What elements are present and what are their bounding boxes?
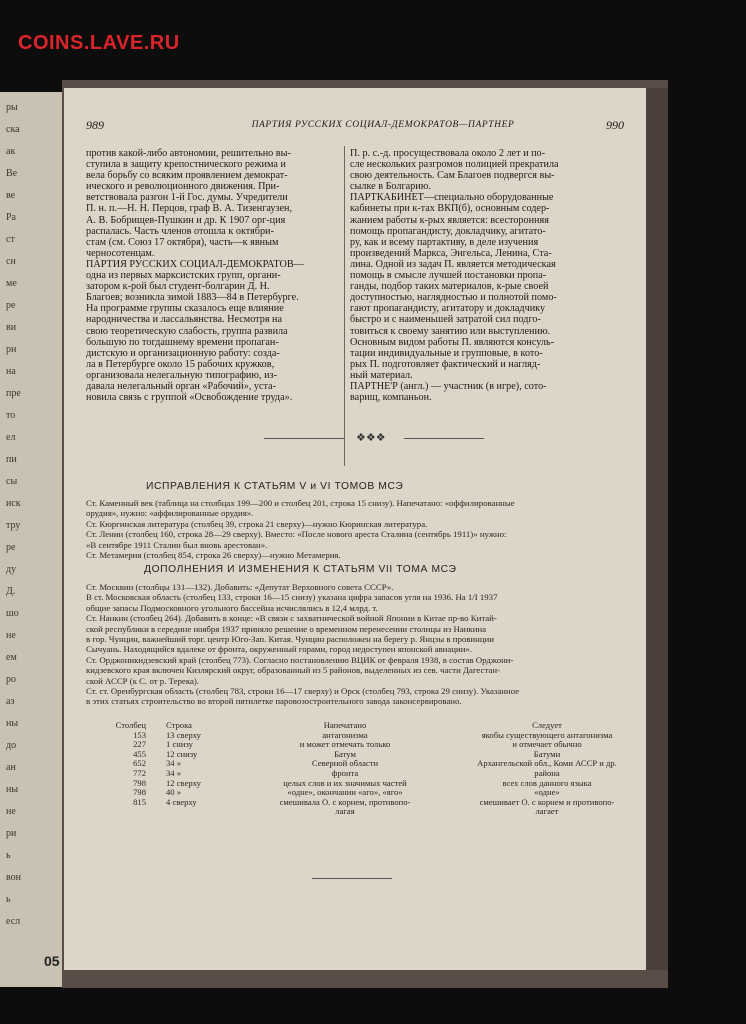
column-header: Столбец xyxy=(115,720,146,730)
table-cell: всех слов данного языка xyxy=(502,777,592,788)
text-line: кабинеты при к-тах ВКП(б), основным содер- xyxy=(350,203,550,215)
additions-text xyxy=(86,582,519,707)
text-line: большую по тогдашнему времени пропаган- xyxy=(86,336,279,348)
left-page-number: 989 xyxy=(86,118,104,132)
table-cell: лагая xyxy=(335,806,355,817)
text-line: затором к-рой был студент-болгарин Д. Н. xyxy=(86,281,270,293)
table-cell: 34 » xyxy=(166,758,182,769)
note-line: Ст. ст. Оренбургская область (столбец 783, строки 16—17 сверху) и Орск (столбец 793, строка 29 снизу). Указанное xyxy=(86,686,520,697)
spine-text-fragment: пре xyxy=(6,388,21,399)
table-cell: якобы существующего антагонизма xyxy=(481,729,613,740)
spine-text-fragment: ри xyxy=(6,828,17,839)
text-line: быстро и с наименьшей затратой сил подго- xyxy=(350,314,541,326)
table-cell: Северной области xyxy=(311,758,379,769)
spine-text-fragment: ан xyxy=(6,762,16,773)
spine-text-fragment: ве xyxy=(6,190,16,201)
text-line: П. н. п.—Н. Н. Перцов, граф В. А. Тизенгаузен, xyxy=(86,203,293,215)
spine-text-fragment: вон xyxy=(6,872,22,883)
spine-text-fragment: ак xyxy=(6,146,16,157)
text-line: жанием работы к-рых является: всесторонняя xyxy=(350,214,549,226)
table-cell: района xyxy=(534,767,560,778)
text-line: товиться к своему занятию или выступлению. xyxy=(350,325,551,337)
note-line: в гор. Чунцин, важнейший торг. центр Юго-Зап. Китая. Чунцин расположен на берегу р. Янцзы в провинции xyxy=(86,634,494,645)
column-divider xyxy=(344,146,345,466)
spine-text-fragment: ду xyxy=(6,564,17,575)
note-line: В ст. Московская область (столбец 133, строки 16—15 снизу) указана цифра запасов угля на 1936. На 1/I 1937 xyxy=(86,592,498,603)
note-line: Ст. Орджоникидзевский край (столбец 773). Согласно постановлению ВЦИК от февраля 1938, в состав Орджони- xyxy=(86,654,514,665)
ornament-glyph: ❖❖❖ xyxy=(356,432,386,444)
text-line: А. В. Бобрищев-Пушкин и др. К 1907 орг-ция xyxy=(86,214,286,226)
spine-text-fragment: на xyxy=(6,366,16,377)
spine-text-fragment: ны xyxy=(6,718,19,729)
table-cell: 40 » xyxy=(166,787,182,798)
spine-text-fragment: ь xyxy=(6,850,11,861)
text-line: ступила в защиту крепостнического режима и xyxy=(86,159,286,171)
text-line: дистскую и организационную работу: созда- xyxy=(86,347,280,359)
table-cell: 153 xyxy=(133,729,146,740)
text-line: свою теоретическую слабость, группа развила xyxy=(86,325,288,337)
watermark-text: COINS.LAVE.RU xyxy=(18,32,180,54)
text-line: против какой-либо автономии, решительно вы- xyxy=(86,148,291,159)
running-header xyxy=(86,118,630,134)
spine-text-fragment: ем xyxy=(6,652,17,663)
book-page xyxy=(64,88,646,970)
note-line: Ст. Ленин (столбец 160, строка 28—29 сверху). Вместо: «После нового ареста Сталина (сентябрь 1911)» нужно: xyxy=(86,529,507,540)
text-line: свою деятельность. Сам Благоев подвергся вы- xyxy=(350,170,555,182)
spine-text-fragment: ро xyxy=(6,674,16,685)
spine-text-fragment: ры xyxy=(6,102,18,113)
table-cell: и может отмечать только xyxy=(299,739,391,750)
table-cell: целых слов и их значимых частей xyxy=(283,777,407,788)
right-text-column xyxy=(350,148,608,403)
table-cell: 1 снизу xyxy=(166,739,193,750)
text-line: ического и революционного движения. При- xyxy=(86,181,280,193)
table-cell: 34 » xyxy=(166,767,182,778)
spine-text-fragment: аз xyxy=(6,696,15,707)
additions-heading: ДОПОЛНЕНИЯ И ИЗМЕНЕНИЯ К СТАТЬЯМ VII ТОМА МСЭ xyxy=(144,564,457,575)
book-side-edge xyxy=(646,88,668,970)
text-line: сылке в Болгарию. xyxy=(350,181,431,193)
table-cell: «одне» xyxy=(534,787,560,798)
text-line: распалась. Часть членов отошла к октябри- xyxy=(86,225,274,237)
column-header: Строка xyxy=(166,720,192,730)
text-line: ПАРТИЯ РУССКИХ СОЦИАЛ-ДЕМОКРАТОВ— xyxy=(86,258,304,270)
left-text-column xyxy=(86,148,344,403)
spine-text-fragment: пи xyxy=(6,454,17,465)
text-line: черносотенцам. xyxy=(86,247,155,259)
table-cell: фронта xyxy=(331,767,359,778)
spine-text-fragment: шо xyxy=(6,608,19,619)
table-cell: антагонизма xyxy=(322,729,368,740)
text-line: помощь пропагандисту, докладчику, агитато- xyxy=(350,225,546,237)
text-line: рых П. подготовляет фактический и нагляд- xyxy=(350,358,541,370)
spine-text-fragment: рн xyxy=(6,344,17,355)
text-line: организовала нелегальную типографию, из- xyxy=(86,369,277,381)
note-line: общие запасы Подмосковного угольного бассейна исчислялись в 12,4 млрд. т. xyxy=(86,602,378,613)
left-page-spine xyxy=(0,92,62,987)
text-line: ла в Петербурге около 15 рабочих кружков, xyxy=(86,358,275,370)
spine-text-fragment: иск xyxy=(6,498,21,509)
table-cell: Батуми xyxy=(533,748,561,759)
text-line: ПАРТНЕ'Р (англ.) — участник (в игре), сото- xyxy=(350,380,547,392)
table-cell: 12 снизу xyxy=(166,748,198,759)
corrections-heading: ИСПРАВЛЕНИЯ К СТАТЬЯМ V и VI ТОМОВ МСЭ xyxy=(146,481,404,492)
spine-text-fragment: ви xyxy=(6,322,17,333)
text-line: На программе группы сказалось еще влияние xyxy=(86,303,284,315)
text-line: произведений Маркса, Энгельса, Ленина, Ста- xyxy=(350,247,552,259)
spine-text-fragment: ст xyxy=(6,234,15,245)
table-cell: 227 xyxy=(133,739,146,750)
text-line: ный материал. xyxy=(350,369,413,381)
bottom-rule xyxy=(312,878,392,879)
text-line: П. р. с.-д. просуществовала около 2 лет и по- xyxy=(350,148,546,159)
table-cell: лагает xyxy=(535,806,559,817)
note-line: Ст. Кюргинская литература (столбец 39, строка 21 сверху)—нужно Кюринская литература. xyxy=(86,518,428,529)
note-line: Ст. Нанкин (столбец 264). Добавить в конце: «В связи с захватнической войной Японии в Китае пр-во Китай- xyxy=(86,613,497,624)
column-header: Напечатано xyxy=(323,720,367,730)
text-line: вела борьбу со всяким проявлением демократ- xyxy=(86,170,288,182)
table-cell: 4 сверху xyxy=(166,796,197,807)
spine-text-fragment: до xyxy=(6,740,17,751)
ornament-rule-right xyxy=(404,438,484,439)
table-cell: смешивает О. с корнем и противопо- xyxy=(479,796,615,807)
spine-page-number: 05 xyxy=(44,953,60,969)
text-line: лина. Одной из задач П. является методическая xyxy=(350,258,556,270)
spine-text-fragment: то xyxy=(6,410,16,421)
corrections-text xyxy=(86,498,515,560)
table-cell: 13 сверху xyxy=(166,729,201,740)
table-cell: 815 xyxy=(133,796,146,807)
table-cell: Батум xyxy=(334,748,356,759)
section-ornament xyxy=(264,431,484,447)
text-line: стам (см. Союз 17 октября), часть—к явным xyxy=(86,236,279,248)
table-cell: 798 xyxy=(133,777,146,788)
text-line: доступностью, наглядностью и полнотой помо- xyxy=(350,292,557,304)
text-line: ру, как и всему партактиву, в деле изучения xyxy=(350,236,539,248)
note-line: «В сентябре 1911 Сталин был вновь арестован». xyxy=(86,539,268,550)
text-line: ПАРТКАБИНЕТ—специально оборудованные xyxy=(350,192,554,204)
spine-text-fragment: ел xyxy=(6,432,16,443)
column-header: Следует xyxy=(532,720,562,730)
spine-text-fragment: ме xyxy=(6,278,17,289)
spine-text-fragment: не xyxy=(6,806,16,817)
text-line: варищ, компаньон. xyxy=(350,392,432,404)
text-line: давала нелегальный орган «Рабочий», уста- xyxy=(86,380,277,392)
spine-text-fragment: ре xyxy=(6,300,16,311)
spine-text-fragment: ре xyxy=(6,542,16,553)
spine-text-fragment: сн xyxy=(6,256,16,267)
note-line: ской АССР (к С. от р. Терека). xyxy=(86,675,199,686)
text-line: гают пропагандисту, агитатору и докладчику xyxy=(350,303,546,315)
text-line: тации индивидуальные и групповые, в кото- xyxy=(350,347,543,359)
text-line: ветствовала разгон 1-й Гос. думы. Учредители xyxy=(86,192,288,204)
table-cell: 652 xyxy=(133,758,146,769)
text-line: помощь в смысле лучшей постановки пропа- xyxy=(350,270,547,282)
spine-text-fragment: тру xyxy=(6,520,21,531)
running-title: ПАРТИЯ РУССКИХ СОЦИАЛ-ДЕМОКРАТОВ—ПАРТНЕР xyxy=(251,120,515,130)
table-cell: Архангельской обл., Коми АССР и др. xyxy=(477,758,617,769)
text-line: ганды, подбор таких материалов, к-рые своей xyxy=(350,281,549,293)
spine-text-fragment: есл xyxy=(6,916,21,927)
text-line: одна из первых марксистских групп, органи- xyxy=(86,270,281,282)
table-cell: «одне», окончании «аго», «яго» xyxy=(287,787,403,798)
text-line: новила связь с группой «Освобождение труда». xyxy=(86,392,293,404)
text-line: сле нескольких разгромов полицией прекратила xyxy=(350,159,559,171)
table-cell: и отмечает обычно xyxy=(512,739,582,750)
table-cell: 798 xyxy=(133,787,146,798)
spine-text-fragment: ь xyxy=(6,894,11,905)
note-line: Сычуань. Находящийся вдалеке от фронта, окруженный горами, город недоступен японской авиации». xyxy=(86,644,472,655)
text-line: народничества и лассальянства. Несмотря на xyxy=(86,314,283,326)
note-line: Ст. Каменный век (таблица на столбцах 199—200 и столбец 201, строка 15 снизу). Напечатано: «оффилированные xyxy=(86,498,515,508)
spine-text-fragment: ны xyxy=(6,784,19,795)
note-line: ской республики в середине ноября 1937 приняло решение о временном перенесении столицы из Нанкина xyxy=(86,623,487,634)
spine-text-fragment: не xyxy=(6,630,16,641)
table-cell: 772 xyxy=(133,767,146,778)
spine-text-fragment: Ра xyxy=(6,212,16,223)
note-line: Ст. Москвин (столбцы 131—132). Добавить: «Депутат Верховного совета СССР». xyxy=(86,582,394,592)
spine-text-fragment: Д. xyxy=(6,586,16,597)
table-cell: 12 сверху xyxy=(166,777,201,788)
note-line: орудия», нужно: «аффилированные орудия». xyxy=(86,508,254,519)
table-cell: смешивала О. с корнем, противопо- xyxy=(279,796,411,807)
table-cell: 455 xyxy=(133,748,146,759)
spine-text-fragment: Ве xyxy=(6,168,18,179)
right-page-number: 990 xyxy=(606,118,624,132)
spine-text-fragment: ска xyxy=(6,124,20,135)
ornament-rule-left xyxy=(264,438,344,439)
spine-text-fragment: сы xyxy=(6,476,18,487)
text-line: Основным видом работы П. являются консуль- xyxy=(350,336,554,348)
note-line: кидзевского края включен Кизлярский округ, образованный из 5 районов, выделенных из сев. части Дагестан- xyxy=(86,665,500,676)
note-line: в этих статьях строительство во второй пятилетке паровозостроительного завода законсервировано. xyxy=(86,696,462,707)
text-line: Благоев; возникла зимой 1883—84 в Петербурге. xyxy=(86,292,299,304)
note-line: Ст. Метамерия (столбец 854, строка 26 сверху)—нужно Метамерия. xyxy=(86,550,341,561)
